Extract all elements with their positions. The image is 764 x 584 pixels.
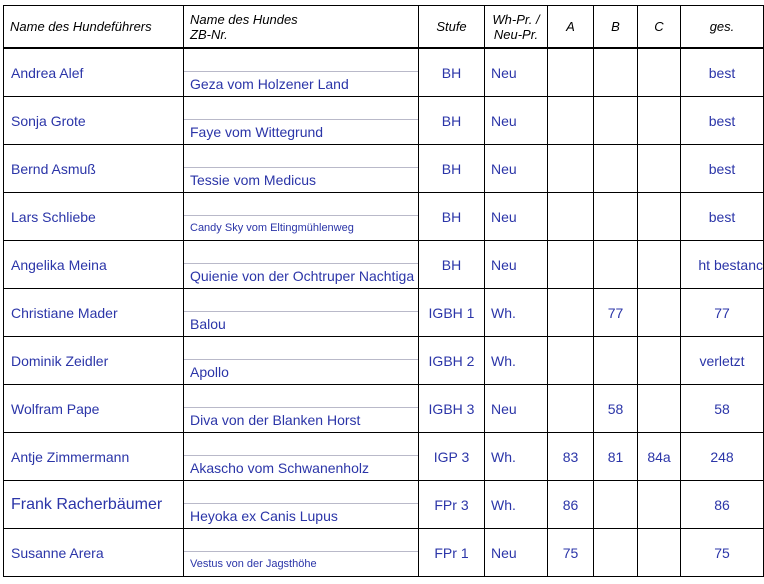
score-a	[548, 385, 594, 433]
type-cell: Neu	[485, 193, 548, 241]
dog-cell	[184, 433, 419, 481]
dog-name: Candy Sky vom Eltingmühlenweg	[190, 222, 354, 234]
score-c: 84a	[638, 433, 681, 481]
table-row	[4, 337, 764, 385]
dog-name: Geza vom Holzener Land	[190, 76, 349, 92]
dog-cell	[184, 337, 419, 385]
dog-name: Akascho vom Schwanenholz	[190, 460, 369, 476]
zb-nr-line	[184, 407, 418, 408]
type-cell: Neu	[485, 529, 548, 577]
table-row	[4, 241, 764, 289]
dog-name: Faye vom Wittegrund	[190, 124, 324, 140]
handler-name: Sonja Grote	[4, 97, 184, 145]
score-c	[638, 337, 681, 385]
score-a	[548, 97, 594, 145]
score-b	[594, 97, 638, 145]
score-total: best	[681, 48, 764, 97]
header-row	[4, 6, 764, 49]
dog-cell	[184, 145, 419, 193]
dog-cell	[184, 97, 419, 145]
score-b	[594, 48, 638, 97]
table-row	[4, 289, 764, 337]
handler-name: Frank Racherbäumer	[4, 481, 184, 529]
zb-nr-line	[184, 167, 418, 168]
score-c	[638, 145, 681, 193]
header-ges: ges.	[681, 6, 764, 49]
table-row	[4, 529, 764, 577]
stufe-cell: BH	[419, 48, 485, 97]
score-c	[638, 241, 681, 289]
handler-name: Bernd Asmuß	[4, 145, 184, 193]
header-dog-line1: Name des Hundes	[190, 11, 298, 27]
zb-nr-line	[184, 503, 418, 504]
handler-name: Susanne Arera	[4, 529, 184, 577]
type-cell: Wh.	[485, 337, 548, 385]
dog-name: Vestus von der Jagsthöhe	[190, 558, 317, 570]
type-cell: Neu	[485, 241, 548, 289]
dog-name: Apollo	[190, 364, 229, 380]
score-total: verletzt	[681, 337, 764, 385]
score-total: 58	[681, 385, 764, 433]
score-b	[594, 337, 638, 385]
score-c	[638, 529, 681, 577]
handler-name: Christiane Mader	[4, 289, 184, 337]
type-cell: Wh.	[485, 481, 548, 529]
zb-nr-line	[184, 119, 418, 120]
score-total: 248	[681, 433, 764, 481]
table-row	[4, 385, 764, 433]
zb-nr-line	[184, 263, 418, 264]
score-total: 77	[681, 289, 764, 337]
stufe-cell: IGP 3	[419, 433, 485, 481]
handler-name: Antje Zimmermann	[4, 433, 184, 481]
header-a: A	[548, 6, 594, 49]
score-a	[548, 145, 594, 193]
dog-cell	[184, 529, 419, 577]
type-cell: Neu	[485, 48, 548, 97]
dog-cell	[184, 481, 419, 529]
score-c	[638, 289, 681, 337]
score-a	[548, 193, 594, 241]
header-dog-line2: ZB-Nr.	[190, 26, 228, 42]
handler-name: Dominik Zeidler	[4, 337, 184, 385]
zb-nr-line	[184, 455, 418, 456]
type-cell: Neu	[485, 145, 548, 193]
dog-name: Diva von der Blanken Horst	[190, 412, 361, 428]
header-dog	[184, 6, 419, 49]
score-a	[548, 241, 594, 289]
table-row	[4, 433, 764, 481]
handler-name: Wolfram Pape	[4, 385, 184, 433]
score-total: 75	[681, 529, 764, 577]
zb-nr-line	[184, 359, 418, 360]
score-c	[638, 193, 681, 241]
zb-nr-line	[184, 311, 418, 312]
handler-name: Andrea Alef	[4, 48, 184, 97]
dog-cell	[184, 193, 419, 241]
stufe-cell: BH	[419, 241, 485, 289]
stufe-cell: BH	[419, 193, 485, 241]
dog-cell	[184, 241, 419, 289]
header-b: B	[594, 6, 638, 49]
score-total: best	[681, 97, 764, 145]
score-total: 86	[681, 481, 764, 529]
header-c: C	[638, 6, 681, 49]
header-handler: Name des Hundeführers	[4, 6, 184, 49]
score-c	[638, 97, 681, 145]
score-total: ht bestanc	[681, 241, 764, 289]
zb-nr-line	[184, 551, 418, 552]
dog-name: Quienie von der Ochtruper Nachtiga	[190, 268, 415, 284]
score-total: best	[681, 145, 764, 193]
stufe-cell: BH	[419, 97, 485, 145]
stufe-cell: IGBH 3	[419, 385, 485, 433]
results-table	[3, 5, 764, 577]
score-b: 58	[594, 385, 638, 433]
stufe-cell: FPr 3	[419, 481, 485, 529]
dog-name: Heyoka ex Canis Lupus	[190, 508, 338, 524]
score-c	[638, 48, 681, 97]
score-a: 83	[548, 433, 594, 481]
zb-nr-line	[184, 71, 418, 72]
table-row	[4, 481, 764, 529]
table-row	[4, 193, 764, 241]
dog-name: Tessie vom Medicus	[190, 172, 317, 188]
type-cell: Neu	[485, 97, 548, 145]
dog-cell	[184, 48, 419, 97]
score-a: 75	[548, 529, 594, 577]
stufe-cell: IGBH 2	[419, 337, 485, 385]
score-a: 86	[548, 481, 594, 529]
header-type	[485, 6, 548, 49]
score-a	[548, 337, 594, 385]
stufe-cell: BH	[419, 145, 485, 193]
type-cell: Wh.	[485, 289, 548, 337]
handler-name: Lars Schliebe	[4, 193, 184, 241]
header-stufe: Stufe	[419, 6, 485, 49]
score-c	[638, 385, 681, 433]
score-a	[548, 48, 594, 97]
handler-name: Angelika Meina	[4, 241, 184, 289]
score-c	[638, 481, 681, 529]
score-b	[594, 529, 638, 577]
header-type-line1: Wh-Pr. /	[492, 11, 540, 27]
score-b: 77	[594, 289, 638, 337]
stufe-cell: IGBH 1	[419, 289, 485, 337]
score-a	[548, 289, 594, 337]
zb-nr-line	[184, 215, 418, 216]
stufe-cell: FPr 1	[419, 529, 485, 577]
table-row	[4, 97, 764, 145]
score-b	[594, 193, 638, 241]
score-total: best	[681, 193, 764, 241]
type-cell: Wh.	[485, 433, 548, 481]
dog-name: Balou	[190, 316, 226, 332]
header-type-line2: Neu-Pr.	[493, 26, 539, 42]
score-b	[594, 145, 638, 193]
score-b	[594, 241, 638, 289]
table-row	[4, 145, 764, 193]
type-cell: Neu	[485, 385, 548, 433]
dog-cell	[184, 289, 419, 337]
table-row	[4, 48, 764, 97]
dog-cell	[184, 385, 419, 433]
score-b: 81	[594, 433, 638, 481]
score-b	[594, 481, 638, 529]
